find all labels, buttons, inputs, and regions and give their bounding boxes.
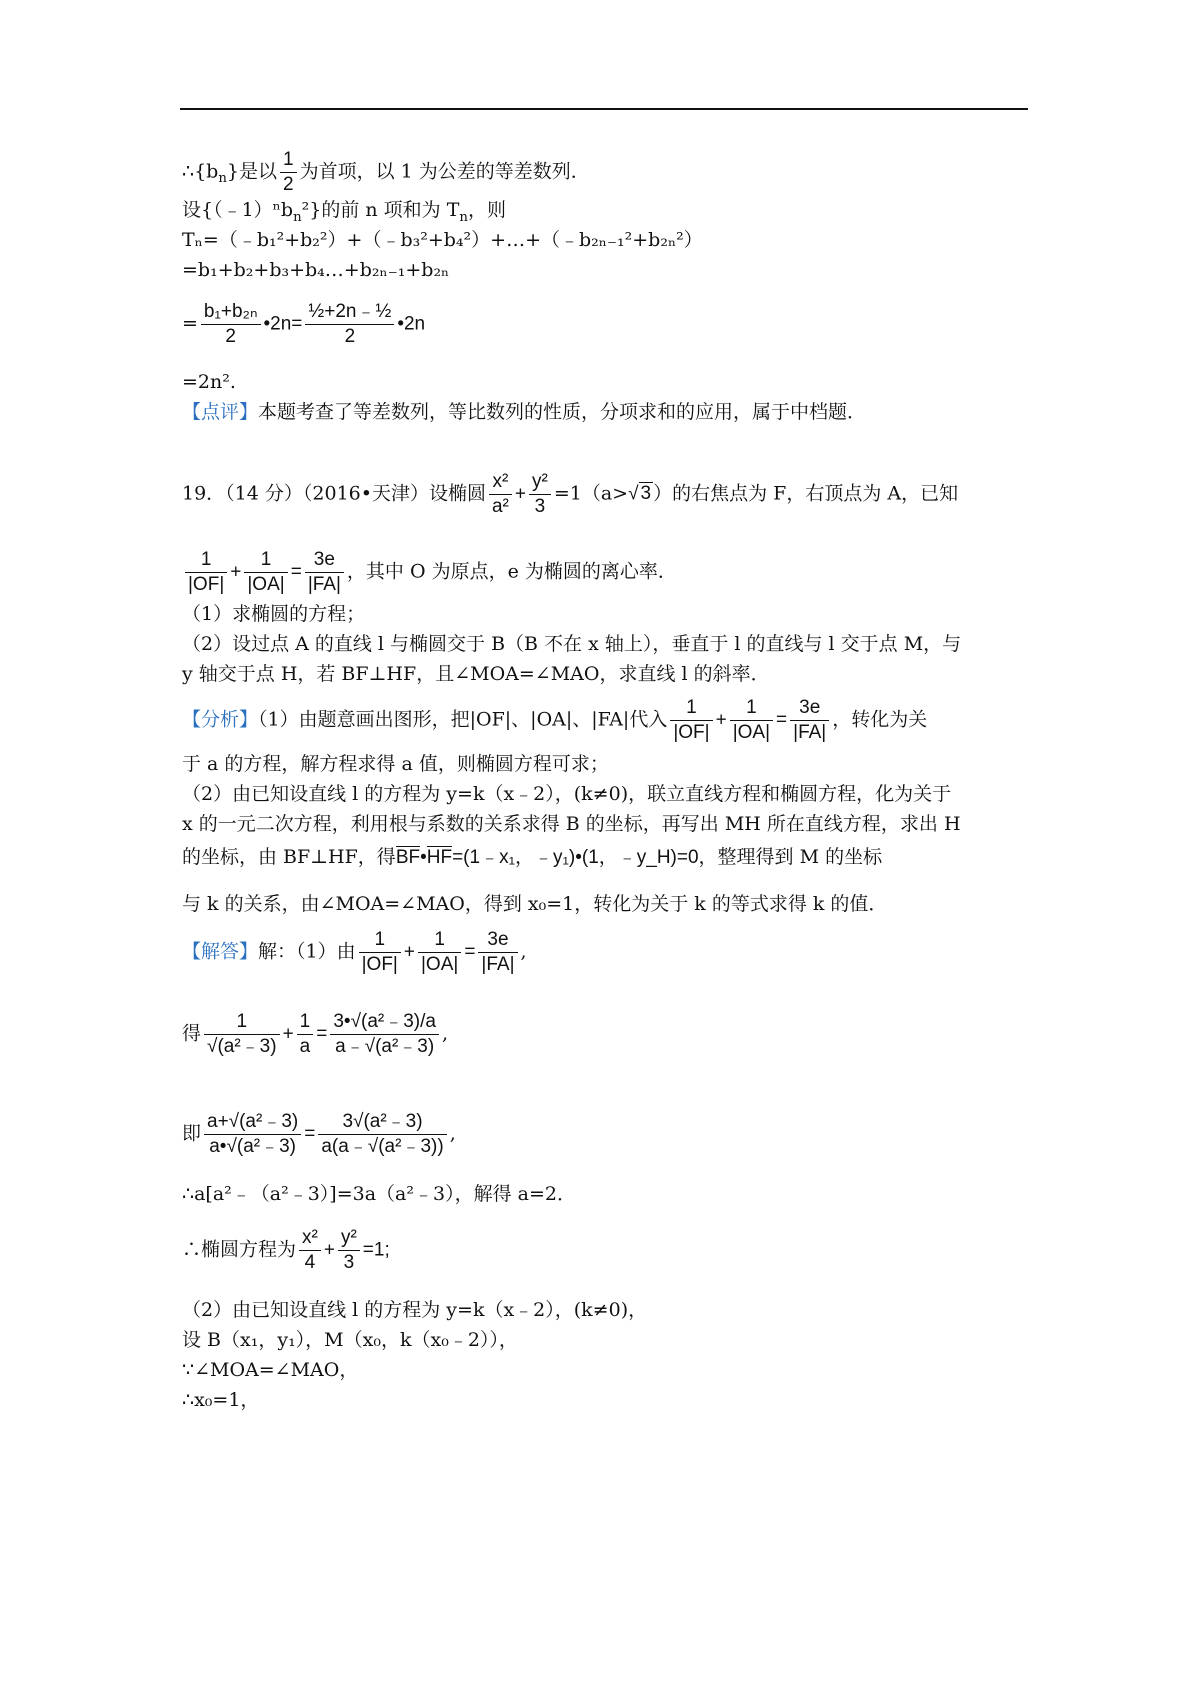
fraction: $\frac{\text{b₁+b₂ₙ}}{2}$: [201, 300, 261, 349]
text-line: 的坐标，由 BF⊥HF，得BF•HF=(1﹣x₁，﹣y₁)•(1，﹣y_H)=0，整理得到 M 的坐标: [182, 846, 883, 868]
text-line: （2）设过点 A 的直线 l 与椭圆交于 B（B 不在 x 轴上），垂直于 l 的直线与 l 交于点 M，与: [182, 633, 962, 655]
solution-line: 【解答】解：（1）由 $\frac{1}{|OF|}$ + $\frac{1}{|OA|}$ = $\frac{3e}{|FA|}$ ,: [182, 929, 527, 975]
formula-line: = $\frac{\text{b₁+b₂ₙ}}{2}$ •2n= $\frac{\text{½+2n﹣½}}{2}$ •2n: [182, 301, 426, 347]
text-line: ∵∠MOA=∠MAO，: [182, 1359, 359, 1381]
text-line: Tₙ=（﹣b₁²+b₂²）+（﹣b₃²+b₄²）+…+（﹣b₂ₙ₋₁²+b₂ₙ²）: [182, 229, 703, 251]
formula-line: ∴椭圆方程为 $\frac{\text{x²}}{4}$ + $\frac{\text{y²}}{3}$ =1;: [182, 1227, 390, 1273]
fraction: $\frac{\text{½+2n﹣½}}{2}$: [305, 300, 394, 349]
fraction: $\frac{\text{x²}}{\text{a²}}$: [489, 470, 512, 519]
text-line: 设 B（x₁，y₁），M（x₀，k（x₀﹣2）），: [182, 1329, 518, 1351]
comment-tag: 【点评】: [182, 401, 259, 423]
fraction: $\frac{1}{2}$: [280, 148, 297, 197]
header-rule: [180, 108, 1028, 110]
text-line: 于 a 的方程，解方程求得 a 值，则椭圆方程可求；: [182, 753, 609, 775]
text-line: 与 k 的关系，由∠MOA=∠MAO，得到 x₀=1，转化为关于 k 的等式求得 k 的值．: [182, 893, 888, 915]
fraction: $\frac{\text{y²}}{3}$: [529, 470, 551, 519]
question-19-condition: $\frac{1}{|OF|}$ + $\frac{1}{|OA|}$ = $\frac{3e}{|FA|}$ ，其中 O 为原点，e 为椭圆的离心率．: [182, 548, 677, 597]
formula-line: 即 $\frac{\text{a+√(a²﹣3)}}{\text{a•√(a²﹣3)}}$ = $\frac{\text{3√(a²﹣3)}}{\text{a(a﹣√(a²﹣3))}}$ ,: [182, 1111, 456, 1157]
analysis-line: 【分析】（1）由题意画出图形，把|OF|、|OA|、|FA|代入 $\frac{1}{|OF|}$ + $\frac{1}{|OA|}$ = $\frac{3e}{|FA|}$ ，转化为关: [182, 697, 928, 743]
text-line: $\therefore\{b_n\}$是以 $\frac{1}{2}$ 为首项，以 1 为公差的等差数列．: [182, 149, 590, 195]
text-line: =2n².: [182, 371, 236, 393]
solution-tag: 【解答】: [182, 940, 259, 963]
text-line: （2）由已知设直线 l 的方程为 y=k（x﹣2），(k≠0)，: [182, 1299, 648, 1321]
text-line: 设{（﹣1）ⁿb$_n$²}的前 n 项和为 $T_n$，则: [182, 199, 506, 225]
text-line: （2）由已知设直线 l 的方程为 y=k（x﹣2），(k≠0)，联立直线方程和椭圆方程，化为关于: [182, 783, 952, 805]
text-line: ∴a[a²﹣（a²﹣3）]=3a（a²﹣3），解得 a=2．: [182, 1183, 576, 1205]
text-line: y 轴交于点 H，若 BF⊥HF，且∠MOA=∠MAO，求直线 l 的斜率．: [182, 663, 770, 685]
text-line: ∴x₀=1，: [182, 1389, 260, 1411]
text-line: x 的一元二次方程，利用根与系数的关系求得 B 的坐标，再写出 MH 所在直线方程，求出 H: [182, 813, 961, 835]
text-line: =b₁+b₂+b₃+b₄…+b₂ₙ₋₁+b₂ₙ: [182, 259, 450, 281]
comment-line: 【点评】本题考查了等差数列，等比数列的性质，分项求和的应用，属于中档题．: [182, 401, 867, 423]
text-line: （1）求椭圆的方程；: [182, 603, 366, 625]
analysis-tag: 【分析】: [182, 708, 259, 731]
question-19: 19．（14 分）（2016•天津）设椭圆 $\frac{\text{x²}}{\text{a²}}$ + $\frac{\text{y²}}{3}$ =1（a>√ 3 ）的右焦点为 F，右顶点为 A，已知: [182, 471, 959, 517]
formula-line: 得 $\frac{1}{\text{√(a²﹣3)}}$ + $\frac{1}{a}$ = $\frac{\text{3•√(a²﹣3)/a}}{\text{a﹣√(a²﹣3)}}$ ,: [182, 1011, 449, 1057]
